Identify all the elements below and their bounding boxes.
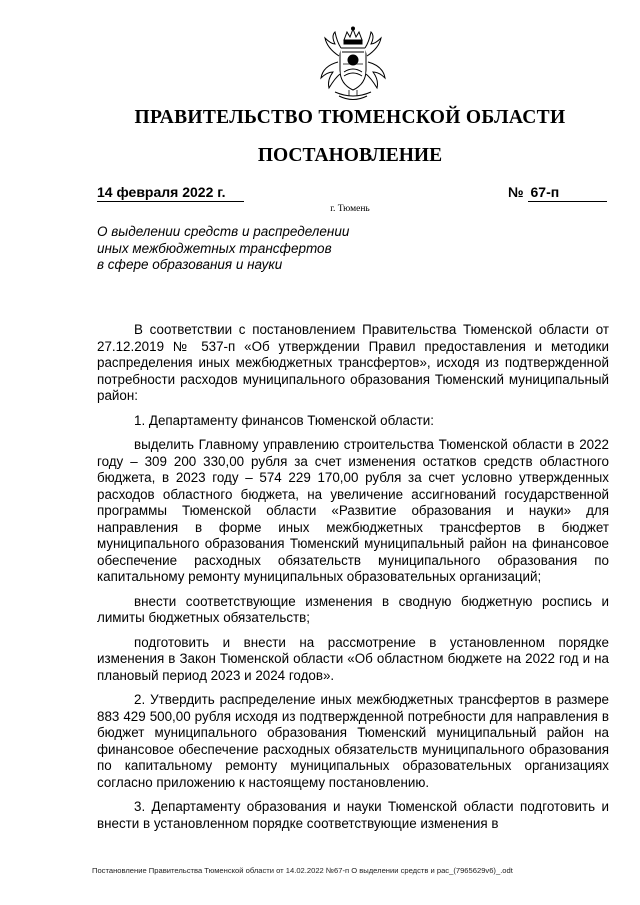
body-paragraph: выделить Главному управлению строительства Тюменской области в 2022 году – 309 200 330,00 рубля за счет изменения остатков средств областного бюджета, в 2023 году – 574 229 170,00 рубля за счет условно утвержденных расходов областного бюджета, на увеличение ассигнований государственной программы Тюменской области «Развитие образования и науки» для направления в форме иных межбюджетных трансфертов в бюджет муниципального образования Тюменский муниципальный район на финансовое обеспечение расходных обязательств муниципального образования по капитальному ремонту муниципальных образовательных организаций; (97, 437, 609, 584)
body-paragraph: 3. Департаменту образования и науки Тюменской области подготовить и внести в установленном порядке соответствующие изменения в (97, 799, 609, 831)
document-number (508, 184, 607, 202)
subject-line: О выделении средств и распределении (97, 224, 350, 239)
document-date: 14 февраля 2022 г. (97, 184, 244, 202)
subject-line: иных межбюджетных трансфертов (97, 240, 332, 256)
document-city: г. Тюмень (330, 204, 370, 214)
body-paragraph: подготовить и внести на рассмотрение в установленном порядке изменения в Закон Тюменской области «Об областном бюджете на 2022 год и на плановый период 2023 и 2024 годов». (97, 634, 609, 683)
number-sign: № (508, 184, 524, 200)
number-value: 67-п (528, 184, 607, 202)
coat-of-arms-icon (313, 26, 393, 104)
government-title: ПРАВИТЕЛЬСТВО ТЮМЕНСКОЙ ОБЛАСТИ (134, 107, 566, 128)
body-paragraph: 1. Департаменту финансов Тюменской области: (134, 412, 434, 428)
body-paragraph: 2. Утвердить распределение иных межбюджетных трансфертов в размере 883 429 500,00 рубля исходя из подтвержденной потребности для направления в бюджет муниципального образования Тюменский муниципальный район на финансовое обеспечение расходных обязательств муниципального образования по капитальному ремонту муниципальных образовательных организациях согласно приложению к настоящему постановлению. (97, 692, 609, 790)
body-paragraph: внести соответствующие изменения в сводную бюджетную роспись и лимиты бюджетных обязательств; (97, 593, 609, 625)
document-type-heading: ПОСТАНОВЛЕНИЕ (257, 145, 443, 166)
body-paragraph: В соответствии с постановлением Правительства Тюменской области от 27.12.2019 № 537-п «Об утверждении Правил предоставления и методики распределения иных межбюджетных трансфертов», исходя из подтвержденной потребности расходов муниципального образования Тюменский муниципальный район: (97, 322, 609, 403)
document-footer: Постановление Правительства Тюменской области от 14.02.2022 №67-п О выделении средств и рас_(7965629v6)_.odt (92, 866, 513, 875)
document-subject (97, 224, 387, 274)
document-body (97, 322, 609, 832)
subject-line: в сфере образования и науки (97, 257, 283, 272)
